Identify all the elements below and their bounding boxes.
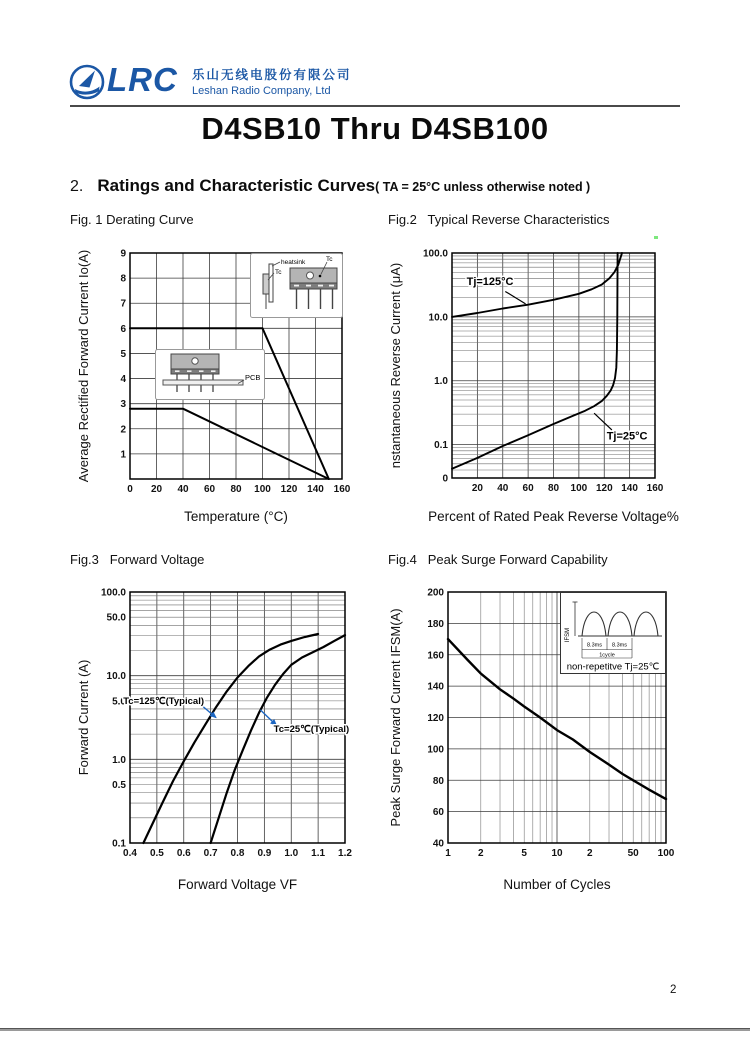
fig1-inset-heatsink-diagram [250,253,343,318]
svg-text:0.9: 0.9 [257,848,272,859]
svg-text:120: 120 [595,483,613,494]
svg-text:160: 160 [646,483,664,494]
fig3-caption: Fig.3 Forward Voltage [70,552,205,567]
svg-text:0.8: 0.8 [230,848,245,859]
heatsink-plate [269,264,273,302]
svg-text:7: 7 [120,298,126,310]
svg-text:0.6: 0.6 [176,848,191,859]
fig4-xlabel: Number of Cycles [503,877,611,892]
svg-text:20: 20 [471,483,483,494]
svg-text:1.0: 1.0 [112,754,126,766]
svg-text:60: 60 [522,483,534,494]
fig2-xlabel: Percent of Rated Peak Reverse Voltage% [428,509,679,524]
svg-text:2: 2 [478,848,484,859]
fig2-ylabel: nstantaneous Reverse Current (μA) [388,262,403,469]
svg-text:9: 9 [120,248,126,260]
svg-text:120: 120 [280,484,298,495]
fig3-chart [70,573,370,895]
svg-text:100: 100 [254,484,271,495]
svg-text:3: 3 [120,399,126,411]
fig2-annotation-1: Tj=25°C [606,430,648,443]
svg-text:160: 160 [427,650,444,662]
fig2-tick-labels [423,249,664,495]
fig1-xlabel: Temperature (°C) [184,509,288,524]
svg-text:40: 40 [497,483,509,494]
svg-text:100.0: 100.0 [100,587,126,599]
svg-text:0.5: 0.5 [149,848,164,859]
svg-text:40: 40 [432,838,444,850]
bottom-rule [0,1028,750,1031]
logo-chinese-name: 乐山无线电股份有限公司 [192,68,352,82]
svg-text:80: 80 [432,775,444,787]
fig4-inset-waveform-diagram [560,592,666,674]
svg-text:0.1: 0.1 [434,440,448,452]
pcb-board [163,380,243,385]
svg-text:20: 20 [150,484,163,495]
tc-side-label: Tc [275,269,282,276]
mounting-hole [307,272,314,279]
svg-text:60: 60 [203,484,216,495]
fig3-annotation-1: Tc=25℃(Typical) [273,724,350,736]
svg-text:2: 2 [120,424,126,436]
svg-text:10: 10 [551,848,563,859]
section-note: ( TA = 25°C unless otherwise noted ) [375,180,591,194]
section-title: Ratings and Characteristic Curves [97,176,376,195]
svg-text:1.0: 1.0 [434,376,448,388]
page-number: 2 [670,984,677,996]
brand-text: LRC [107,61,178,98]
svg-text:200: 200 [427,587,444,599]
page-title: D4SB10 Thru D4SB100 [201,111,549,146]
svg-text:40: 40 [177,484,189,495]
svg-text:1: 1 [445,848,451,859]
svg-text:180: 180 [427,618,444,630]
fig2-annotation-0: Tj=125°C [466,276,514,289]
fig1-inset-pcb-diagram [155,349,265,400]
svg-text:80: 80 [230,484,242,495]
svg-text:120: 120 [427,713,444,724]
svg-text:1.2: 1.2 [338,848,352,859]
cycle-label: 1cycle [599,652,615,659]
svg-text:50: 50 [627,848,639,859]
pulse2-duration: 8.3ms [612,642,627,649]
svg-text:6: 6 [120,323,126,335]
svg-text:2: 2 [587,848,593,859]
header-rule [70,105,680,107]
svg-text:0.7: 0.7 [203,848,218,859]
fig3-annotation-0: Tc=125℃(Typical) [123,695,204,707]
device-side-view [263,274,269,294]
fig2-chart [383,233,695,535]
svg-text:5.0: 5.0 [112,696,126,708]
svg-text:1.0: 1.0 [284,848,299,859]
svg-text:100: 100 [570,483,588,494]
svg-text:0.1: 0.1 [112,838,126,850]
svg-text:50.0: 50.0 [106,612,126,624]
heatsink-label: heatsink [281,259,306,266]
section-number: 2. [70,178,84,195]
logo-english-name: Leshan Radio Company, Ltd [192,85,331,97]
non-repetitive-note: non-repetitve Tj=25℃ [566,661,660,673]
svg-text:10.0: 10.0 [428,312,448,324]
svg-text:4: 4 [120,374,126,386]
fig3-xlabel: Forward Voltage VF [177,877,298,892]
fig1-caption: Fig. 1 Derating Curve [70,212,194,227]
section-heading [70,176,690,196]
lrc-logo-icon [68,62,106,102]
svg-text:8: 8 [120,273,126,285]
svg-text:10.0: 10.0 [106,671,126,683]
svg-text:0.5: 0.5 [112,780,126,791]
svg-text:160: 160 [333,484,351,495]
fig1-ylabel: Average Rectified Forward Current Io(A) [76,249,91,483]
fig4-ylabel: Peak Surge Forward Current IFSM(A) [388,608,403,827]
svg-text:140: 140 [307,484,324,495]
ifsm-axis-label: IFSM [565,627,571,643]
svg-text:0.4: 0.4 [123,848,137,859]
artifact-dot [654,236,658,239]
svg-text:1: 1 [120,449,126,461]
svg-text:100: 100 [657,848,675,859]
fig2-caption: Fig.2 Typical Reverse Characteristics [388,212,610,227]
pulse1-duration: 8.3ms [587,642,602,649]
fig3-series-1 [211,635,345,843]
fig3-ylabel: Forward Current (A) [76,659,91,776]
svg-text:60: 60 [432,807,444,819]
svg-text:1.1: 1.1 [311,848,326,859]
svg-text:0: 0 [442,473,448,485]
svg-text:5: 5 [120,348,126,360]
fig4-caption: Fig.4 Peak Surge Forward Capability [388,552,608,567]
svg-text:140: 140 [427,681,444,693]
svg-text:140: 140 [621,483,638,494]
svg-text:100.0: 100.0 [422,248,448,260]
svg-text:0: 0 [127,484,133,495]
fig1-series-1 [130,409,329,479]
svg-text:5: 5 [521,848,527,859]
svg-text:80: 80 [547,483,560,494]
svg-text:100: 100 [427,744,444,756]
mounting-hole [192,358,198,364]
pcb-label: PCB [245,373,261,382]
tc-front-label: Tc [326,256,333,263]
